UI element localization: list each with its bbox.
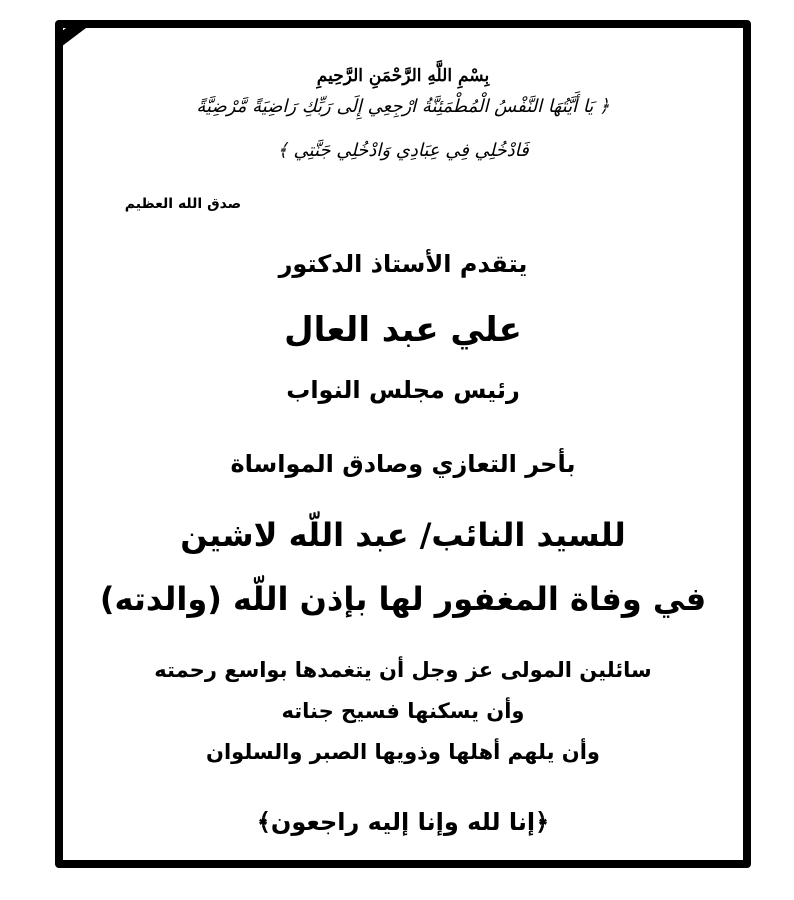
recipient-name: للسيد النائب/ عبد اللّه لاشين <box>180 516 626 554</box>
quran-verse-line-2: فَادْخُلِي فِي عِبَادِي وَادْخُلِي جَنَّتِي ﴾ <box>277 140 529 161</box>
quran-verse-line-1: ﴿ يَا أَيَّتُهَا النَّفْسُ الْمُطْمَئِنَّةُ ارْجِعِي إِلَى رَبِّكِ رَاضِيَةً مَّرْضِيَّةً <box>196 96 610 117</box>
presenter-name: علي عبد العال <box>284 310 522 350</box>
basmala: بِسْمِ اللَّهِ الرَّحْمَنِ الرَّحِيمِ <box>316 66 490 86</box>
prayer-line-1: سائلين المولى عز وجل أن يتغمدها بواسع رحمته <box>154 658 652 682</box>
sadaq-allah-text: صدق الله العظيم <box>124 196 242 212</box>
closing-verse: ﴿إنا لله وإنا إليه راجعون﴾ <box>256 808 550 836</box>
presenter-title: يتقدم الأستاذ الدكتور <box>278 250 528 278</box>
prayer-line-3: وأن يلهم أهلها وذويها الصبر والسلوان <box>206 740 600 764</box>
prayer-line-2: وأن يسكنها فسيح جناته <box>281 699 525 723</box>
presenter-role: رئيس مجلس النواب <box>286 376 520 404</box>
condolence-phrase: بأحر التعازي وصادق المواساة <box>230 450 576 478</box>
condolence-frame <box>55 20 751 868</box>
occasion-text: في وفاة المغفور لها بإذن اللّه (والدته) <box>99 580 707 618</box>
